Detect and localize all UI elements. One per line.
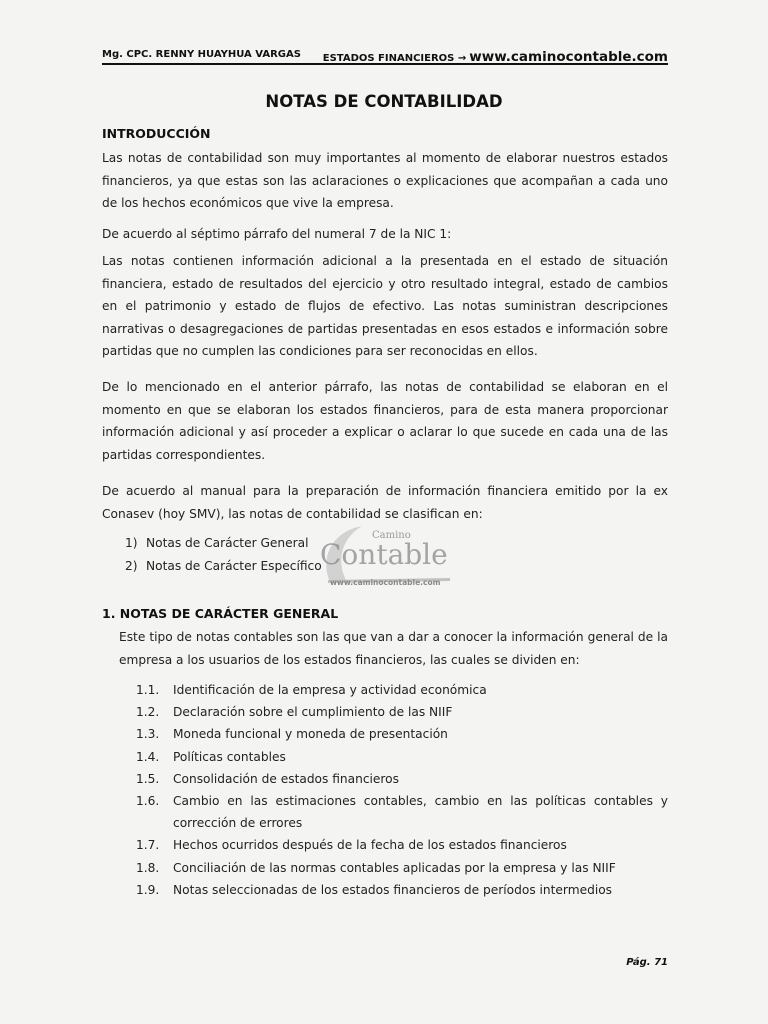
list-item-label: Políticas contables <box>173 749 286 764</box>
list-item-number: 1.9. <box>136 882 160 897</box>
list-item-label: Hechos ocurridos después de la fecha de los estados financieros <box>173 838 567 853</box>
header-section: ESTADOS FINANCIEROS → <box>322 53 467 64</box>
list-item <box>125 555 322 578</box>
general-notes-list <box>136 679 668 901</box>
list-item-number: 1.5. <box>136 771 160 786</box>
list-item-number: 1.1. <box>136 683 160 697</box>
list-item <box>136 857 668 879</box>
list-item-label: Notas seleccionadas de los estados financieros de períodos intermedios <box>173 882 613 897</box>
list-item-number: 1.4. <box>136 749 160 764</box>
list-item-number: 2) <box>125 558 138 573</box>
list-item-number: 1) <box>125 536 138 550</box>
list-item-number: 1.2. <box>136 705 160 720</box>
watermark-website-text: www.caminocontable.com <box>330 578 441 587</box>
page-title: NOTAS DE CONTABILIDAD <box>265 92 503 111</box>
list-item-number: 1.7. <box>136 838 160 853</box>
list-item-label: Consolidación de estados financieros <box>173 771 399 786</box>
nic1-quote-paragraph: Las notas contienen información adicional a la presentada en el estado de situación financiera, estado de resultados del ejercicio y otro resultado integral, estado de cambios en el patrimonio y estado de flujos de efectivo. Las notas suministran descripciones narrativas o desagregaciones de partidas presentadas en esos estados e información sobre partidas que no cumplen las condiciones para ser reconocidas en ellos. <box>102 254 668 358</box>
list-item-label: Moneda funcional y moneda de presentación <box>173 727 448 742</box>
list-item-number: 1.3. <box>136 727 160 742</box>
classification-list <box>125 532 322 577</box>
list-item <box>136 679 668 701</box>
intro-heading: INTRODUCCIÓN <box>102 126 211 141</box>
intro-paragraph-5: De acuerdo al manual para la preparación de información financiera emitido por la ex Conasev (hoy SMV), las notas de contabilidad se clasifican en: <box>102 484 668 521</box>
page-number: Pág. 71 <box>626 957 668 968</box>
list-item <box>125 532 322 555</box>
header-author: Mg. CPC. RENNY HUAYHUA VARGAS <box>102 49 301 60</box>
page-header <box>102 46 668 65</box>
intro-paragraph-1: Las notas de contabilidad son muy importantes al momento de elaborar nuestros estados financieros, ya que estas son las aclaraciones o explicaciones que acompañan a cada uno de los hechos económicos que vive la empresa. <box>102 151 668 210</box>
list-item <box>136 768 668 790</box>
section1-paragraph: Este tipo de notas contables son las que van a dar a conocer la información general de la empresa a los usuarios de los estados financieros, las cuales se dividen en: <box>119 630 668 667</box>
watermark-camino-text: Camino <box>372 530 411 541</box>
list-item <box>136 701 668 723</box>
list-item <box>136 879 668 901</box>
list-item-label: Identificación de la empresa y actividad económica <box>173 683 487 697</box>
list-item <box>136 723 668 745</box>
list-item-label: Notas de Carácter Específico <box>146 558 322 573</box>
list-item-number: 1.6. <box>136 794 160 809</box>
list-item-label: Cambio en las estimaciones contables, cambio en las políticas contables y corrección de errores <box>173 794 668 831</box>
list-item <box>136 746 668 768</box>
section1-heading: 1. NOTAS DE CARÁCTER GENERAL <box>102 606 339 621</box>
watermark-contable-text: Contable <box>320 538 448 571</box>
list-item-number: 1.8. <box>136 860 160 875</box>
list-item-label: Notas de Carácter General <box>146 536 309 550</box>
list-item-label: Declaración sobre el cumplimiento de las NIIF <box>173 705 453 720</box>
intro-paragraph-2: De acuerdo al séptimo párrafo del numeral 7 de la NIC 1: <box>102 227 452 241</box>
list-item-label: Conciliación de las normas contables aplicadas por la empresa y las NIIF <box>173 860 616 875</box>
intro-paragraph-4: De lo mencionado en el anterior párrafo, las notas de contabilidad se elaboran en el momento en que se elaboran los estados financieros, para de esta manera proporcionar información adicional y así proceder a explicar o aclarar lo que sucede en cada una de las partidas correspondientes. <box>102 380 668 462</box>
header-website-link[interactable]: www.caminocontable.com <box>469 49 668 65</box>
list-item <box>136 834 668 856</box>
list-item <box>136 790 668 834</box>
header-right <box>323 49 668 65</box>
